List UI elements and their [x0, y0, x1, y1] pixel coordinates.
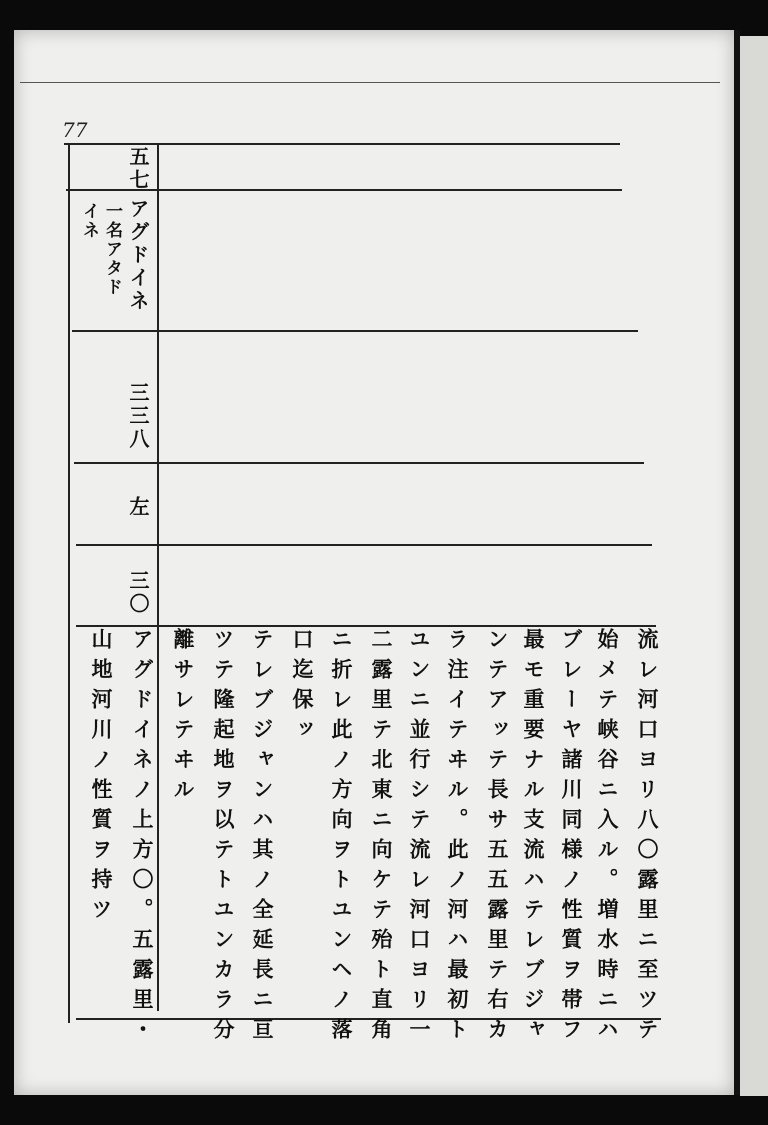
page-number: 77 — [62, 118, 88, 142]
cell-row2-alt-b: イネ — [79, 202, 99, 240]
cell-row2-main: アグドイネ — [126, 198, 150, 313]
cell-row5: 三〇 — [126, 570, 150, 616]
body-column-5: ンテアッテ長サ五五露里テ右カ — [485, 628, 510, 1048]
body-column-12: ツテ隆起地ヲ以テトユンカラ分 — [211, 628, 236, 1048]
cell-row2-alt-a: 一名アタド — [102, 202, 122, 297]
row-divider-4 — [76, 544, 652, 546]
row-divider-5 — [76, 625, 656, 627]
left-border — [68, 143, 70, 1023]
cell-row3: 三三八 — [126, 382, 150, 451]
body-column-10: 口迄保ッ — [290, 628, 315, 748]
top-rule — [20, 82, 720, 83]
body-column-8: 二露里テ北東ニ向ケテ殆ト直角 — [369, 628, 394, 1048]
cell-row1: 五七 — [126, 146, 150, 192]
body-column-6: ラ注イテヰル。此ノ河ハ最初ト — [445, 628, 470, 1048]
body-column-9: ニ折レ此ノ方向ヲトユンヘノ落 — [329, 628, 354, 1048]
column-divider — [157, 143, 159, 1011]
cell-row4: 左 — [126, 496, 150, 519]
body-column-14: アグドイネノ上方〇。五露里・ — [130, 628, 155, 1048]
table-top-line — [64, 143, 620, 145]
body-column-1: 流レ河口ヨリ八〇露里ニ至ツテ — [635, 628, 660, 1048]
body-column-3: ブレーヤ諸川同様ノ性質ヲ帯フ — [559, 628, 584, 1048]
body-column-13: 離サレテヰル — [171, 628, 196, 808]
body-column-15: 山地河川ノ性質ヲ持ツ — [89, 628, 114, 928]
body-column-7: ユンニ並行シテ流レ河口ヨリ一 — [407, 628, 432, 1048]
row-divider-3 — [74, 462, 644, 464]
body-column-2: 始メテ峡谷ニ入ル。増水時ニハ — [595, 628, 620, 1048]
body-column-4: 最モ重要ナル支流ハテレブジャ — [521, 628, 546, 1048]
body-column-11: テレブジャンハ其ノ全延長ニ亘 — [250, 628, 275, 1048]
adjacent-page-edge — [740, 36, 768, 1096]
